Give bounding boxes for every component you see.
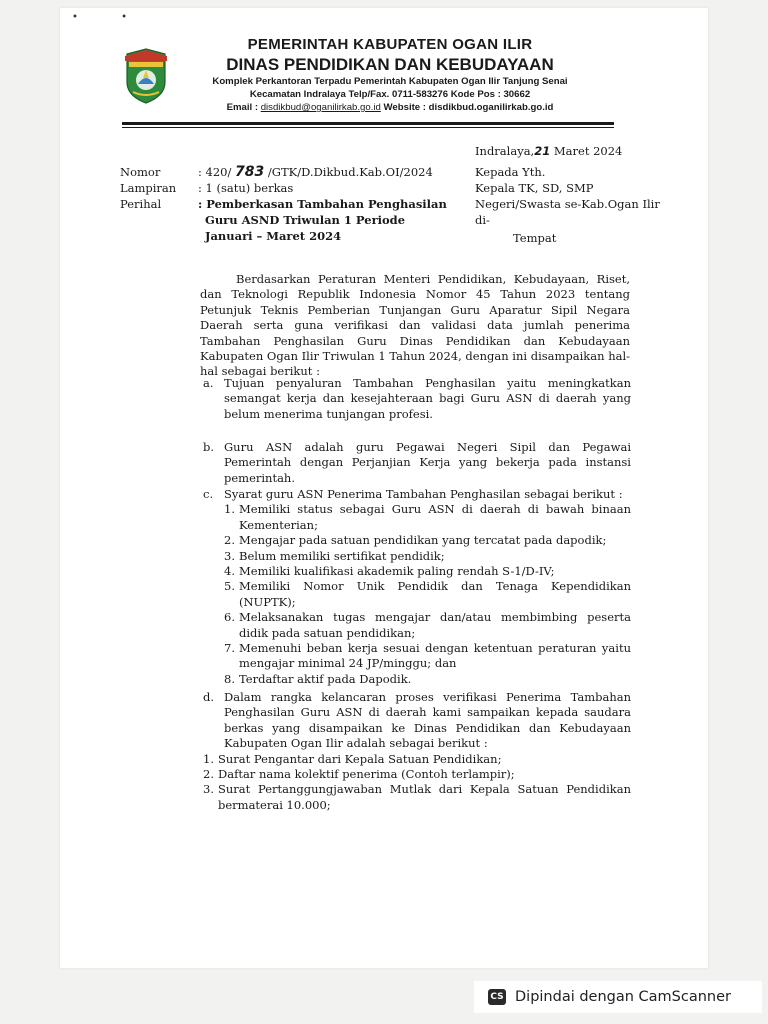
camscanner-text: Dipindai dengan CamScanner <box>515 989 732 1005</box>
lampiran-label: Lampiran <box>120 181 177 195</box>
item-text: Surat Pengantar dari Kepala Satuan Pendidikan; <box>218 751 502 766</box>
list-item <box>224 533 631 548</box>
item-number: 7. <box>224 641 235 656</box>
documents-list <box>203 752 631 814</box>
nomor-label: Nomor <box>120 165 161 179</box>
item-text: Melaksanakan tugas mengajar dan/atau membimbing peserta didik pada satuan pendidikan; <box>239 610 631 640</box>
list-item <box>224 502 631 533</box>
point-text: Tujuan penyaluran Tambahan Penghasilan yaitu meningkatkan semangat kerja dan kesejahteraan bagi Guru ASN di daerah yang belum menerima tunjangan profesi. <box>224 376 631 421</box>
address-line-2: Kecamatan Indralaya Telp/Fax. 0711-583276 Kode Pos : 30662 <box>249 89 531 100</box>
website-label: Website : <box>380 102 429 113</box>
scan-specks: • • <box>72 12 147 23</box>
recipient-scope: Negeri/Swasta se-Kab.Ogan Ilir <box>475 197 660 211</box>
nomor-suffix: /GTK/D.Dikbud.Kab.OI/2024 <box>264 165 433 179</box>
perihal-label: Perihal <box>120 197 162 211</box>
nomor-handwritten-number: 783 <box>235 164 265 180</box>
item-number: 4. <box>224 564 235 579</box>
list-item <box>203 752 631 767</box>
item-text: Memiliki status sebagai Guru ASN di daerah di bawah binaan Kementerian; <box>239 502 631 532</box>
recipient-block <box>475 164 660 246</box>
intro-text: Berdasarkan Peraturan Menteri Pendidikan, Kebudayaan, Riset, dan Teknologi Republik Indonesia Nomor 45 Tahun 2023 tentang Petunjuk Teknis Pemberian Tunjangan Guru Aparatur Sipil Negara Daerah serta guna verifikasi dan validasi data jumlah penerima Tambahan Penghasilan Guru Dinas Pendidikan dan Kebudayaan Kabupaten Ogan Ilir Triwulan 1 Tahun 2024, dengan ini disampaikan hal-hal sebagai berikut : <box>200 272 631 379</box>
item-text: Daftar nama kolektif penerima (Contoh terlampir); <box>218 767 515 782</box>
intro-paragraph <box>200 272 630 380</box>
perihal-row <box>120 196 468 244</box>
item-number: 3. <box>224 548 235 563</box>
perihal-line-2: Guru ASND Triwulan 1 Periode <box>205 213 406 227</box>
item-number: 3. <box>203 782 214 797</box>
lampiran-value: : 1 (satu) berkas <box>198 181 294 195</box>
camscanner-watermark <box>474 981 762 1013</box>
letterhead-rule-thin <box>122 127 614 128</box>
perihal-line-1: : Pemberkasan Tambahan Penghasilan <box>198 197 447 211</box>
date-month-year: Maret 2024 <box>550 144 623 158</box>
point-a <box>203 376 631 422</box>
point-marker: d. <box>203 690 215 704</box>
nomor-prefix: : 420/ <box>198 165 236 179</box>
date-day-handwritten: 21 <box>534 144 551 158</box>
item-text: Memiliki kualifikasi akademik paling rendah S-1/D-IV; <box>239 564 555 579</box>
nomor-value <box>198 164 468 180</box>
website-text: disdikbud.oganilirkab.go.id <box>428 102 554 113</box>
nomor-row <box>120 164 468 180</box>
item-number: 1. <box>224 502 235 517</box>
recipient-di: di- <box>475 213 490 227</box>
point-c <box>203 487 631 687</box>
list-item <box>224 610 631 641</box>
list-item <box>224 549 631 564</box>
letterhead-rule-thick <box>122 122 614 125</box>
recipient-greeting: Kepada Yth. <box>475 165 546 179</box>
point-text: Guru ASN adalah guru Pegawai Negeri Sipil dan Pegawai Pemerintah dengan Perjanjian Kerja yang bekerja pada instansi pemerintah. <box>224 440 631 485</box>
letterhead <box>190 36 590 114</box>
email-label: Email : <box>226 102 261 113</box>
recipient-title: Kepala TK, SD, SMP <box>475 181 594 195</box>
item-number: 1. <box>203 751 214 766</box>
email-link[interactable]: disdikbud@oganilirkab.go.id <box>260 102 381 113</box>
government-name: PEMERINTAH KABUPATEN OGAN ILIR <box>247 36 533 53</box>
item-number: 6. <box>224 610 235 625</box>
list-item <box>203 782 631 813</box>
camscanner-logo-icon: CS <box>488 989 506 1005</box>
item-number: 2. <box>203 767 214 782</box>
point-text: Dalam rangka kelancaran proses verifikasi Penerima Tambahan Penghasilan Guru ASN di daerah kami sampaikan kepada saudara berkas yang disampaikan ke Dinas Pendidikan dan Kebudayaan Kabupaten Ogan Ilir adalah sebagai berikut : <box>224 690 631 751</box>
point-marker: b. <box>203 440 215 454</box>
item-number: 5. <box>224 579 235 594</box>
item-text: Memenuhi beban kerja sesuai dengan ketentuan peraturan yaitu mengajar minimal 24 JP/minggu; dan <box>239 641 631 671</box>
list-item <box>224 564 631 579</box>
point-marker: c. <box>203 487 214 501</box>
agency-name: DINAS PENDIDIKAN DAN KEBUDAYAAN <box>226 55 554 74</box>
item-text: Memiliki Nomor Unik Pendidik dan Tenaga Kependidikan (NUPTK); <box>239 579 631 609</box>
item-text: Belum memiliki sertifikat pendidik; <box>239 548 445 563</box>
item-text: Surat Pertanggungjawaban Mutlak dari Kepala Satuan Pendidikan bermaterai 10.000; <box>218 782 631 812</box>
item-text: Mengajar pada satuan pendidikan yang tercatat pada dapodik; <box>239 533 607 548</box>
contact-line <box>190 101 590 114</box>
item-number: 2. <box>224 533 235 548</box>
letter-meta <box>120 164 468 244</box>
address-line-1: Komplek Perkantoran Terpadu Pemerintah Kabupaten Ogan Ilir Tanjung Senai <box>212 76 568 87</box>
requirements-list <box>224 502 631 687</box>
lampiran-row <box>120 180 468 196</box>
item-number: 8. <box>224 671 235 686</box>
perihal-line-3: Januari – Maret 2024 <box>205 229 342 243</box>
perihal-value <box>198 196 468 244</box>
list-item <box>203 767 631 782</box>
date-place: Indralaya, <box>475 144 535 158</box>
point-text: Syarat guru ASN Penerima Tambahan Penghasilan sebagai berikut : <box>224 487 623 501</box>
letter-date <box>475 144 622 158</box>
recipient-place: Tempat <box>513 231 557 245</box>
list-item <box>224 641 631 672</box>
point-b <box>203 440 631 486</box>
point-marker: a. <box>203 376 214 390</box>
item-text: Terdaftar aktif pada Dapodik. <box>239 671 412 686</box>
regency-emblem-icon <box>123 48 169 104</box>
list-item <box>224 672 631 687</box>
list-item <box>224 579 631 610</box>
point-d <box>203 690 631 813</box>
